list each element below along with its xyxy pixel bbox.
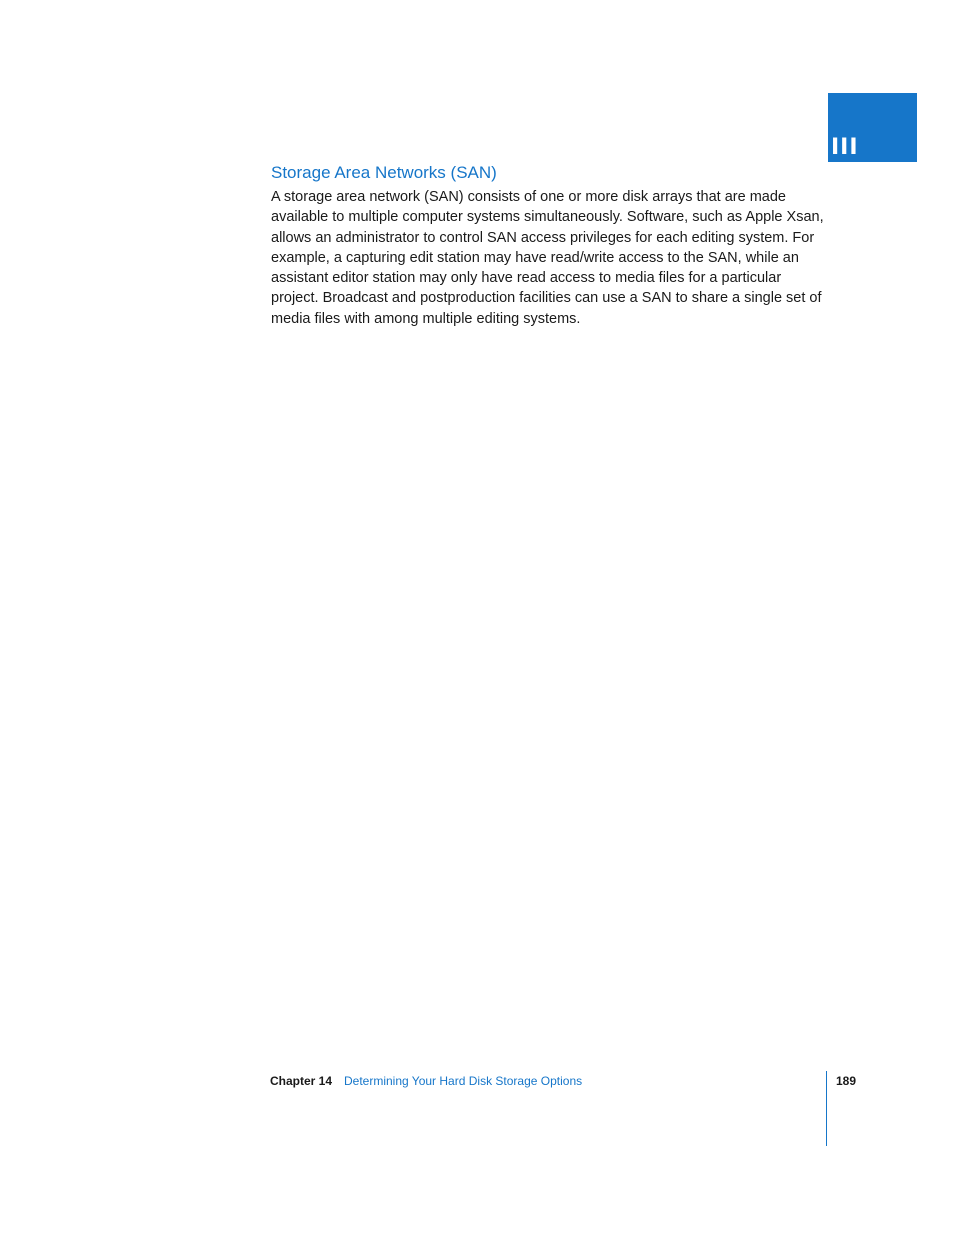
- section-storage-area-networks: [271, 162, 831, 329]
- footer-divider: [826, 1071, 827, 1146]
- part-number-label: III: [831, 135, 859, 160]
- section-heading: Storage Area Networks (SAN): [271, 163, 497, 182]
- part-tab: [828, 93, 917, 162]
- section-body-paragraph: A storage area network (SAN) consists of one or more disk arrays that are made available to multiple computer systems simultaneously. Software, such as Apple Xsan, allows an administrator to control SAN access privileges for each editing system. For example, a capturing edit station may have read/write access to the SAN, while an assistant editor station may only have read access to media files for a particular project. Broadcast and postproduction facilities can use a SAN to share a single set of media files with among multiple editing systems.: [271, 189, 824, 327]
- footer-chapter-title: Determining Your Hard Disk Storage Options: [344, 1074, 583, 1088]
- footer-chapter-label: Chapter 14: [270, 1074, 333, 1088]
- page-number: 189: [836, 1074, 857, 1088]
